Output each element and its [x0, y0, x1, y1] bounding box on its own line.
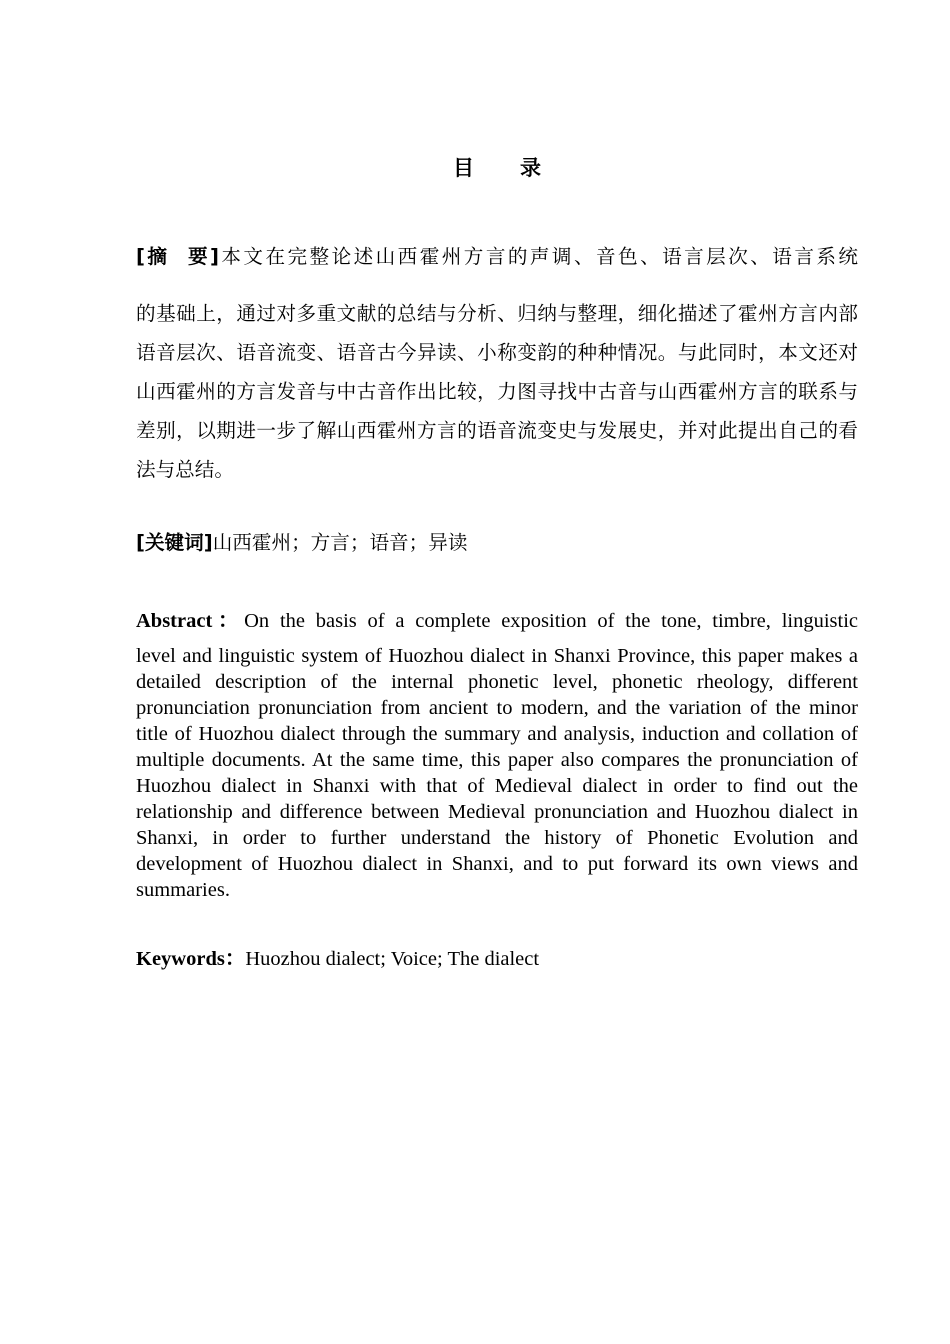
english-keywords [136, 942, 858, 976]
title-char-2: 录 [520, 156, 541, 180]
english-keywords-text: Huozhou dialect; Voice; The dialect [245, 948, 540, 970]
page-title [136, 152, 858, 182]
english-abstract [136, 604, 858, 903]
english-abstract-body: level and linguistic system of Huozhou dialect in Shanxi Province, this paper makes a detailed description of the internal phonetic level, phonetic rheology, different pronunciation pronunciation from ancient to modern, and the variation of the minor title of Huozhou dialect through the summary and analysis, induction and collation of multiple documents. At the same time, this paper also compares the pronunciation of Huozhou dialect in Shanxi with that of Medieval dialect in order to find out the relationship and difference between Medieval pronunciation and Huozhou dialect in Shanxi, in order to further understand the history of Phonetic Evolution and development of Huozhou dialect in Shanxi, and to put forward its own views and summaries. [136, 645, 858, 901]
english-keywords-label: Keywords： [136, 948, 246, 970]
title-char-1: 目 [453, 156, 474, 180]
chinese-abstract [136, 240, 858, 489]
chinese-keywords-label: [关键词] [136, 531, 213, 554]
chinese-abstract-body: 的基础上，通过对多重文献的总结与分析、归纳与整理，细化描述了霍州方言内部语音层次、语音流变、语音古今异读、小称变韵的种种情况。与此同时，本文还对山西霍州的方言发音与中古音作出比较，力图寻找中古音与山西霍州方言的联系与差别，以期进一步了解山西霍州方言的语音流变史与发展史，并对此提出自己的看法与总结。 [136, 302, 858, 481]
chinese-abstract-line1: 本文在完整论述山西霍州方言的声调、音色、语言层次、语言系统 [218, 245, 858, 268]
chinese-keywords [136, 526, 858, 560]
chinese-abstract-label: [摘 要] [136, 245, 219, 268]
english-abstract-first-line [136, 604, 858, 643]
english-abstract-line1: On the basis of a complete exposition of the tone, timbre, linguistic [244, 610, 858, 632]
chinese-abstract-first-line [136, 240, 858, 294]
english-abstract-label: Abstract： [136, 610, 245, 632]
chinese-keywords-text: 山西霍州；方言；语音；异读 [212, 531, 468, 554]
